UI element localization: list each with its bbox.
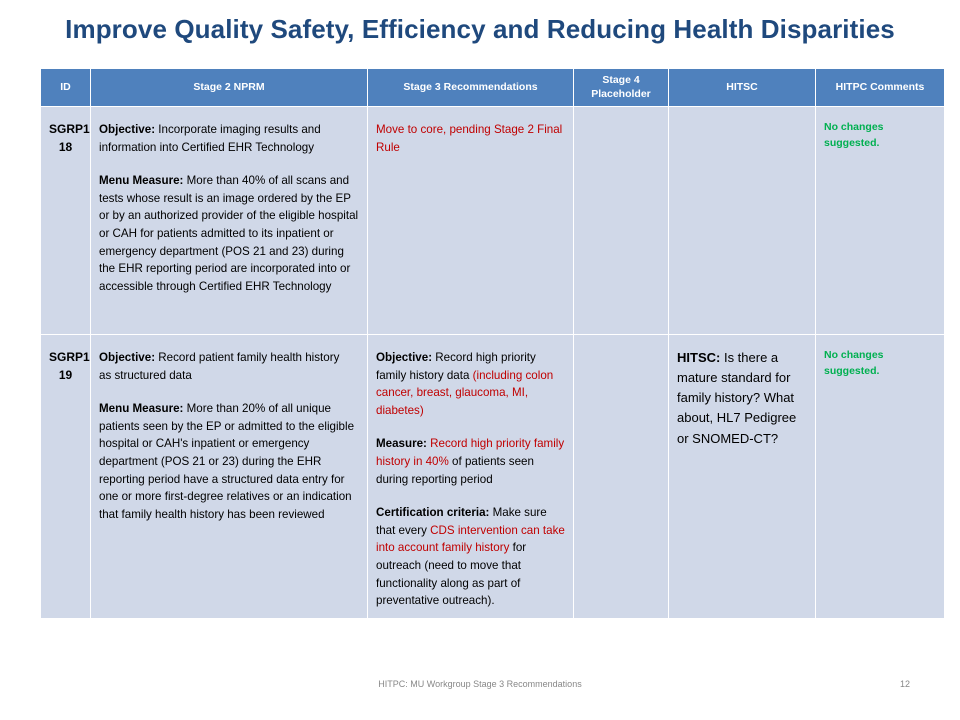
column-header-stage4: Stage 4 Placeholder bbox=[574, 69, 669, 107]
measure-text: More than 40% of all scans and tests whose result is an image ordered by the EP or by an authorized provider of the eligible hospital or CAH for patients admitted to its inpatient or emergency department (POS 21 and 23) during the EHR reporting period are incorporated into or accessible through Certified EHR Technology bbox=[99, 174, 359, 293]
measure-red-text: Record high priority family history in 40% bbox=[376, 437, 565, 469]
column-header-hitsc: HITSC bbox=[669, 69, 816, 107]
stage2-cell bbox=[91, 335, 368, 619]
stage3-text: Move to core, pending Stage 2 Final Rule bbox=[376, 123, 563, 154]
hitsc-cell bbox=[669, 335, 816, 619]
measure-label: Menu Measure: bbox=[99, 174, 184, 188]
stage2-objective bbox=[99, 349, 359, 384]
stage3-cell bbox=[368, 335, 574, 619]
stage3-certification bbox=[376, 504, 565, 610]
certification-red-text: CDS intervention can take into account family history bbox=[376, 523, 565, 555]
stage2-cell bbox=[91, 107, 368, 335]
objective-label: Objective: bbox=[376, 351, 433, 364]
hitsc-text: Is there a mature standard for family history? What about, HL7 Pedigree or SNOMED-CT? bbox=[677, 350, 797, 446]
measure-label: Measure: bbox=[376, 437, 427, 451]
hitsc-label: HITSC: bbox=[677, 350, 721, 365]
row-id-line1: SGRP1 bbox=[49, 122, 90, 136]
objective-text: Incorporate imaging results and information into Certified EHR Technology bbox=[99, 123, 321, 154]
column-header-id: ID bbox=[41, 69, 91, 107]
stage2-measure bbox=[99, 400, 359, 523]
measure-label: Menu Measure: bbox=[99, 402, 184, 416]
recommendations-table bbox=[40, 68, 945, 619]
objective-text: Record patient family health history bbox=[155, 351, 340, 364]
stage4-cell bbox=[574, 335, 669, 619]
table-header-row bbox=[41, 69, 945, 107]
hitpc-comment-cell bbox=[816, 335, 945, 619]
stage4-cell bbox=[574, 107, 669, 335]
table-row bbox=[41, 107, 945, 335]
row-id-line1: SGRP1 bbox=[49, 350, 90, 364]
certification-text-end: for outreach (need to move that functionality along as part of preventative outreach). bbox=[376, 541, 527, 608]
slide-title: Improve Quality Safety, Efficiency and Reducing Health Disparities bbox=[65, 14, 895, 44]
objective-text: Record high priority family history data bbox=[376, 351, 536, 382]
certification-label: Certification criteria: bbox=[376, 506, 490, 520]
table-row bbox=[41, 335, 945, 619]
stage3-cell bbox=[368, 107, 574, 335]
measure-text: of patients seen during reporting period bbox=[376, 455, 534, 486]
stage3-measure bbox=[376, 435, 565, 488]
column-header-stage2: Stage 2 NPRM bbox=[91, 69, 368, 107]
measure-text: More than 20% of all unique patients seen by the EP or admitted to the eligible hospital or CAH's inpatient or emergency department (POS 21 or 23) during the EHR reporting period have a structured data entry for one or more first-degree relatives or an indication that family health history has been reviewed bbox=[99, 402, 355, 521]
stage3-objective bbox=[376, 349, 565, 419]
row-id-cell bbox=[41, 335, 91, 619]
footer-text: HITPC: MU Workgroup Stage 3 Recommendations bbox=[378, 679, 582, 689]
objective-label: Objective: bbox=[99, 123, 156, 136]
hitpc-comment: No changes suggested. bbox=[824, 349, 884, 377]
stage2-objective bbox=[99, 121, 359, 156]
objective-text-line2: as structured data bbox=[99, 368, 192, 382]
row-id-cell bbox=[41, 107, 91, 335]
hitpc-comment-cell bbox=[816, 107, 945, 335]
objective-label: Objective: bbox=[99, 351, 156, 364]
column-header-hitpc: HITPC Comments bbox=[816, 69, 945, 107]
objective-red-text: (including colon cancer, breast, glaucoma, MI, diabetes) bbox=[376, 368, 554, 417]
row-id-line2: 19 bbox=[58, 368, 73, 382]
page-number: 12 bbox=[899, 679, 910, 689]
hitsc-cell bbox=[669, 107, 816, 335]
certification-text: Make sure that every bbox=[376, 506, 547, 537]
hitpc-comment: No changes suggested. bbox=[824, 121, 884, 149]
stage2-measure bbox=[99, 172, 359, 295]
row-id-line2: 18 bbox=[58, 140, 73, 154]
column-header-stage3: Stage 3 Recommendations bbox=[368, 69, 574, 107]
